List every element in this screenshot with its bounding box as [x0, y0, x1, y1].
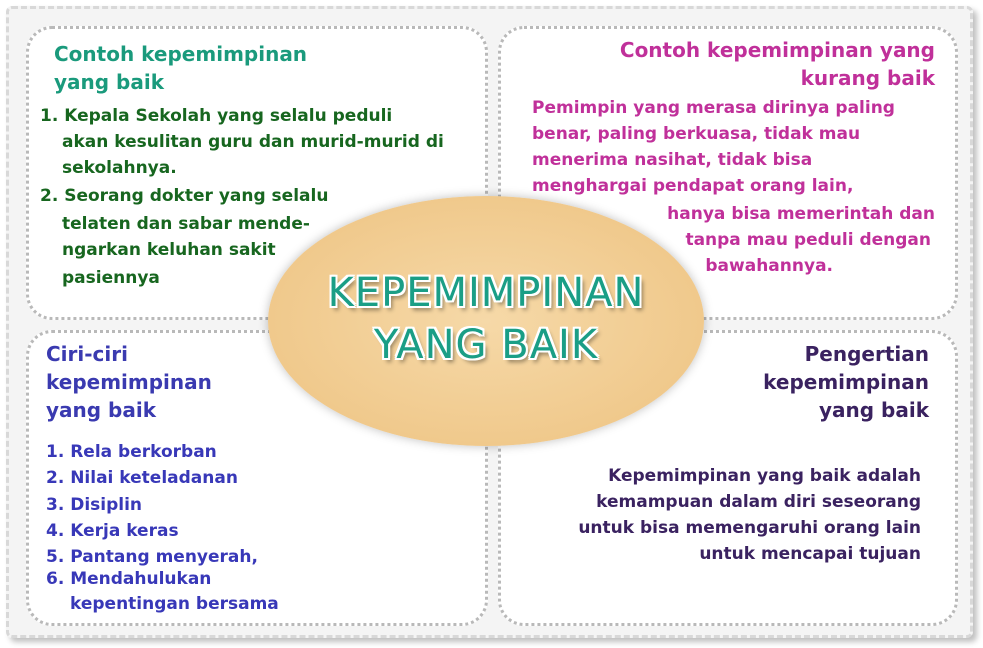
- traits-title-line2: kepemimpinan: [46, 370, 212, 394]
- definition-line: untuk mencapai tujuan: [699, 544, 921, 564]
- trait-item: 3. Disiplin: [46, 495, 143, 515]
- good-example-line: 2. Seorang dokter yang selalu: [40, 186, 329, 206]
- bad-example-line: bawahannya.: [705, 256, 833, 276]
- trait-item: 1. Rela berkorban: [46, 442, 217, 462]
- center-oval: [268, 196, 704, 446]
- good-example-line: sekolahnya.: [62, 158, 177, 178]
- definition-title-line3: yang baik: [818, 398, 929, 422]
- traits-title-line1: Ciri-ciri: [46, 342, 128, 366]
- good-example-line: pasiennya: [62, 268, 160, 288]
- trait-item: 4. Kerja keras: [46, 521, 179, 541]
- good-example-line: 1. Kepala Sekolah yang selalu peduli: [40, 106, 393, 126]
- definition-line: Kepemimpinan yang baik adalah: [608, 466, 921, 486]
- bad-example-line: benar, paling berkuasa, tidak mau: [532, 124, 861, 144]
- trait-item: 2. Nilai keteladanan: [46, 468, 238, 488]
- definition-title-line1: Pengertian: [804, 342, 929, 366]
- definition-line: kemampuan dalam diri seseorang: [596, 492, 921, 512]
- bad-examples-title-line2: kurang baik: [800, 66, 935, 90]
- bad-example-line: menerima nasihat, tidak bisa: [532, 150, 813, 170]
- good-examples-title-line2: yang baik: [54, 70, 165, 94]
- center-title-line2: YANG BAIK: [373, 322, 599, 368]
- good-examples-title-line1: Contoh kepemimpinan: [54, 42, 308, 66]
- traits-title-line3: yang baik: [46, 398, 157, 422]
- bad-example-line: hanya bisa memerintah dan: [667, 204, 935, 224]
- trait-item: 6. Mendahulukan: [46, 569, 212, 589]
- definition-line: untuk bisa memengaruhi orang lain: [578, 518, 921, 538]
- bad-examples-title-line1: Contoh kepemimpinan yang: [619, 38, 935, 62]
- good-example-line: ngarkan keluhan sakit: [62, 240, 276, 260]
- good-example-line: telaten dan sabar mende-: [62, 214, 310, 234]
- center-title-line1: KEPEMIMPINAN: [327, 270, 645, 316]
- bad-example-line: menghargai pendapat orang lain,: [532, 176, 854, 196]
- bad-example-line: Pemimpin yang merasa dirinya paling: [532, 98, 895, 118]
- definition-title-line2: kepemimpinan: [763, 370, 929, 394]
- trait-item: kepentingan bersama: [70, 594, 279, 614]
- trait-item: 5. Pantang menyerah,: [46, 547, 258, 567]
- good-example-line: akan kesulitan guru dan murid-murid di: [62, 132, 444, 152]
- bad-example-line: tanpa mau peduli dengan: [685, 230, 931, 250]
